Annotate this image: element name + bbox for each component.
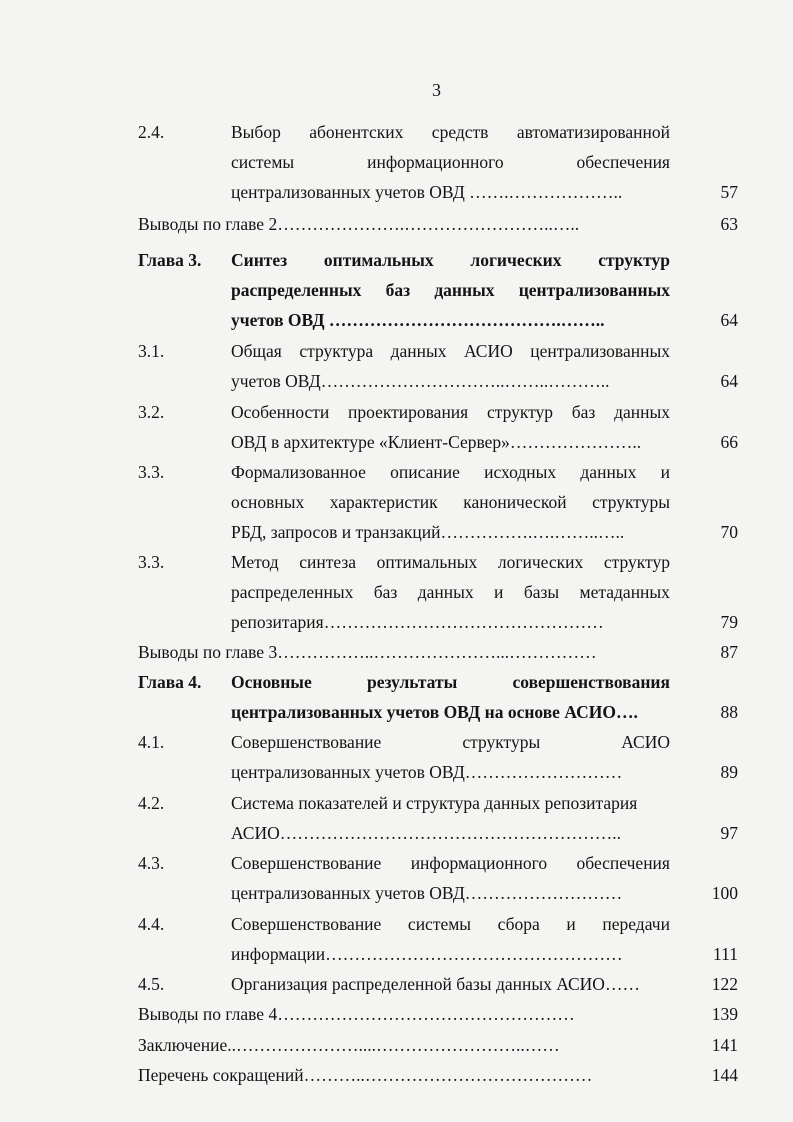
- toc-entry: [138, 727, 738, 782]
- toc-entry-number: 3.3.: [138, 552, 165, 572]
- toc-entry-line: учетов ОВД…………………………..……..………..: [231, 371, 610, 391]
- toc-entry-title: [231, 667, 670, 727]
- toc-entry-title: [231, 336, 670, 396]
- toc-entry-word: системы: [407, 914, 472, 934]
- toc-entry-word: системы: [231, 152, 295, 172]
- toc-entry-title: [231, 909, 670, 969]
- toc-entry-word: Общая: [231, 341, 282, 361]
- toc-entry-word: проектирования: [348, 402, 469, 422]
- toc-entry-word: Основные: [231, 672, 312, 692]
- toc-entry-number: 4.5.: [138, 974, 165, 994]
- toc-entry-line: [231, 547, 670, 577]
- toc-entry: [138, 969, 738, 999]
- toc-entry-word: обеспечения: [576, 853, 670, 873]
- toc-entry-word: данных: [390, 341, 447, 361]
- toc-entry-title: [231, 727, 670, 787]
- toc-entry: [138, 457, 738, 542]
- toc-entry-word: информационного: [410, 853, 548, 873]
- toc-entry-line: [231, 667, 670, 697]
- toc-entry: [138, 788, 738, 843]
- toc-entry-line: Выводы по главе 2………………….……………………..…..: [138, 214, 580, 234]
- toc-entry-number: 3.2.: [138, 402, 165, 422]
- toc-entry: [138, 245, 738, 330]
- toc-entry-number: 3.1.: [138, 341, 165, 361]
- toc-entry-page: 57: [720, 182, 738, 202]
- toc-entry-page: 88: [720, 702, 738, 722]
- toc-entry-title: [138, 209, 670, 239]
- toc-entry-word: данных: [580, 462, 637, 482]
- toc-entry-word: совершенствования: [512, 672, 670, 692]
- toc-entry-word: Особенности: [231, 402, 330, 422]
- toc-entry-word: данных: [417, 582, 474, 602]
- toc-entry-page: 122: [711, 974, 738, 994]
- toc-entry-word: базы: [523, 582, 560, 602]
- toc-entry-number: 4.2.: [138, 793, 165, 813]
- toc-entry-line: [231, 117, 670, 147]
- toc-entry-word: распределенных: [231, 280, 362, 300]
- toc-entry-word: структура: [299, 341, 374, 361]
- toc-entry-word: автоматизированной: [516, 122, 670, 142]
- toc-entry-word: обеспечения: [576, 152, 670, 172]
- toc-entry-word: основных: [231, 492, 305, 512]
- toc-entry: [138, 637, 738, 667]
- toc-entry-page: 66: [720, 432, 738, 452]
- toc-entry-word: АСИО: [621, 732, 670, 752]
- toc-entry-word: Совершенствование: [231, 853, 382, 873]
- toc-entry-line: [231, 487, 670, 517]
- toc-entry-word: централизованных: [518, 280, 670, 300]
- toc-entry-line: [231, 275, 670, 305]
- toc-entry-line: Выводы по главе 3……………..…………………...……………: [138, 642, 597, 662]
- toc-entry-number: Глава 4.: [138, 672, 202, 692]
- toc-entry: [138, 909, 738, 964]
- toc-entry-number: 4.1.: [138, 732, 165, 752]
- toc-entry-number: 4.3.: [138, 853, 165, 873]
- toc-entry-word: логических: [470, 250, 562, 270]
- toc-entry-word: и: [566, 914, 576, 934]
- toc-entry: [138, 1030, 738, 1060]
- toc-entry-word: структур: [486, 402, 554, 422]
- toc-entry-number: 2.4.: [138, 122, 165, 142]
- toc-entry-word: структур: [598, 250, 670, 270]
- toc-entry-title: [138, 637, 670, 667]
- toc-entry: [138, 1060, 738, 1090]
- toc-entry-word: синтеза: [299, 552, 357, 572]
- toc-entry-line: [231, 909, 670, 939]
- toc-entry-word: оптимальных: [323, 250, 434, 270]
- toc-entry-line: Система показателей и структура данных репозитария: [231, 793, 638, 813]
- toc-entry-line: АСИО…………………………………………………..: [231, 823, 621, 843]
- toc-entry-line: [231, 336, 670, 366]
- toc-entry-word: характеристик: [329, 492, 438, 512]
- toc-entry-line: централизованных учетов ОВД на основе АСИО….: [231, 702, 638, 722]
- toc-entry-word: Выбор: [231, 122, 281, 142]
- toc-entry-title: [138, 1060, 670, 1090]
- toc-entry-title: [231, 788, 670, 848]
- toc-entry-word: оптимальных: [376, 552, 478, 572]
- toc-entry-word: Метод: [231, 552, 279, 572]
- toc-entry-title: [231, 457, 670, 547]
- toc-entry-word: абонентских: [309, 122, 404, 142]
- toc-entry-word: Синтез: [231, 250, 288, 270]
- toc-entry-title: [138, 1030, 670, 1060]
- toc-entry-page: 139: [711, 1004, 738, 1024]
- toc-entry-word: средств: [431, 122, 489, 142]
- toc-entry-word: структуры: [592, 492, 670, 512]
- toc-entry-page: 97: [720, 823, 738, 843]
- toc-entry-number: Глава 3.: [138, 250, 202, 270]
- toc-entry-page: 64: [720, 310, 738, 330]
- toc-entry-word: структуры: [462, 732, 541, 752]
- toc-entry-line: Выводы по главе 4……………………………………………: [138, 1004, 575, 1024]
- toc-entry-word: описание: [390, 462, 460, 482]
- toc-entry-word: баз: [571, 402, 596, 422]
- toc-entry-word: логических: [497, 552, 584, 572]
- toc-entry-page: 79: [720, 612, 738, 632]
- toc-entry-page: 111: [713, 944, 738, 964]
- toc-entry-number: 3.3.: [138, 462, 165, 482]
- toc-entry-word: метаданных: [579, 582, 670, 602]
- toc-entry-page: 144: [711, 1065, 738, 1085]
- toc-entry-title: [138, 999, 670, 1029]
- toc-entry-title: [231, 848, 670, 908]
- toc-entry-line: репозитария…………………………………………: [231, 612, 604, 632]
- toc-entry-page: 63: [720, 214, 738, 234]
- toc-entry-line: [231, 727, 670, 757]
- toc-entry-word: Формализованное: [231, 462, 366, 482]
- toc-entry-word: информационного: [367, 152, 504, 172]
- toc-entry-line: РБД, запросов и транзакций…………….….……..…..: [231, 522, 625, 542]
- toc-entry-page: 89: [720, 762, 738, 782]
- toc-entry-number: 4.4.: [138, 914, 165, 934]
- toc-entry-page: 141: [711, 1035, 738, 1055]
- toc-entry-word: Совершенствование: [231, 914, 382, 934]
- toc-entry: [138, 667, 738, 722]
- toc-entry-word: Совершенствование: [231, 732, 382, 752]
- toc-entry: [138, 397, 738, 452]
- toc-entry-line: [231, 147, 670, 177]
- toc-entry-title: [231, 117, 670, 207]
- toc-entry-line: Заключение..…………………....……………………..……: [138, 1035, 560, 1055]
- toc-entry-word: сбора: [497, 914, 540, 934]
- toc-entry-word: и: [660, 462, 670, 482]
- toc-entry-word: канонической: [463, 492, 567, 512]
- toc-entry: [138, 547, 738, 632]
- toc-entry-page: 64: [720, 371, 738, 391]
- toc-entry-page: 100: [711, 883, 738, 903]
- toc-entry-line: [231, 457, 670, 487]
- toc-entry-word: распределенных: [231, 582, 354, 602]
- toc-entry-page: 87: [720, 642, 738, 662]
- toc-entry-line: учетов ОВД ………………………………….……..: [231, 310, 605, 330]
- toc-entry-title: [231, 969, 670, 999]
- toc-entry-word: баз: [385, 280, 411, 300]
- toc-entry: [138, 336, 738, 391]
- toc-entry-line: централизованных учетов ОВД …….………………..: [231, 182, 623, 202]
- toc-entry-word: АСИО: [464, 341, 513, 361]
- toc-entry-line: [231, 397, 670, 427]
- toc-entry-line: Перечень сокращений………..…………………………………: [138, 1065, 593, 1085]
- toc-entry-word: передачи: [602, 914, 670, 934]
- toc-entry-word: структур: [603, 552, 670, 572]
- toc-entry-line: ОВД в архитектуре «Клиент-Сервер»…………………..: [231, 432, 642, 452]
- toc-entry-word: результаты: [366, 672, 458, 692]
- toc-entry-page: 70: [720, 522, 738, 542]
- toc-entry-line: Организация распределенной базы данных АСИО……: [231, 974, 640, 994]
- toc-entry-word: централизованных: [530, 341, 670, 361]
- toc-entry-word: баз: [373, 582, 398, 602]
- toc-entry-line: [231, 848, 670, 878]
- toc-entry: [138, 209, 738, 239]
- toc-entry-line: централизованных учетов ОВД………………………: [231, 762, 623, 782]
- toc-entry-line: централизованных учетов ОВД………………………: [231, 883, 623, 903]
- toc-entry-line: [231, 245, 670, 275]
- toc-entry-title: [231, 547, 670, 637]
- toc-entry: [138, 848, 738, 903]
- page-number: 3: [432, 80, 441, 100]
- toc-entry-word: и: [494, 582, 504, 602]
- toc-entry-title: [231, 397, 670, 457]
- toc-entry-word: данных: [434, 280, 495, 300]
- toc-entry-line: информации……………………………………………: [231, 944, 623, 964]
- toc-entry: [138, 999, 738, 1029]
- toc-entry-word: данных: [614, 402, 670, 422]
- toc-entry-word: исходных: [484, 462, 557, 482]
- toc-entry-title: [231, 245, 670, 335]
- toc-entry: [138, 117, 738, 202]
- toc-entry-line: [231, 577, 670, 607]
